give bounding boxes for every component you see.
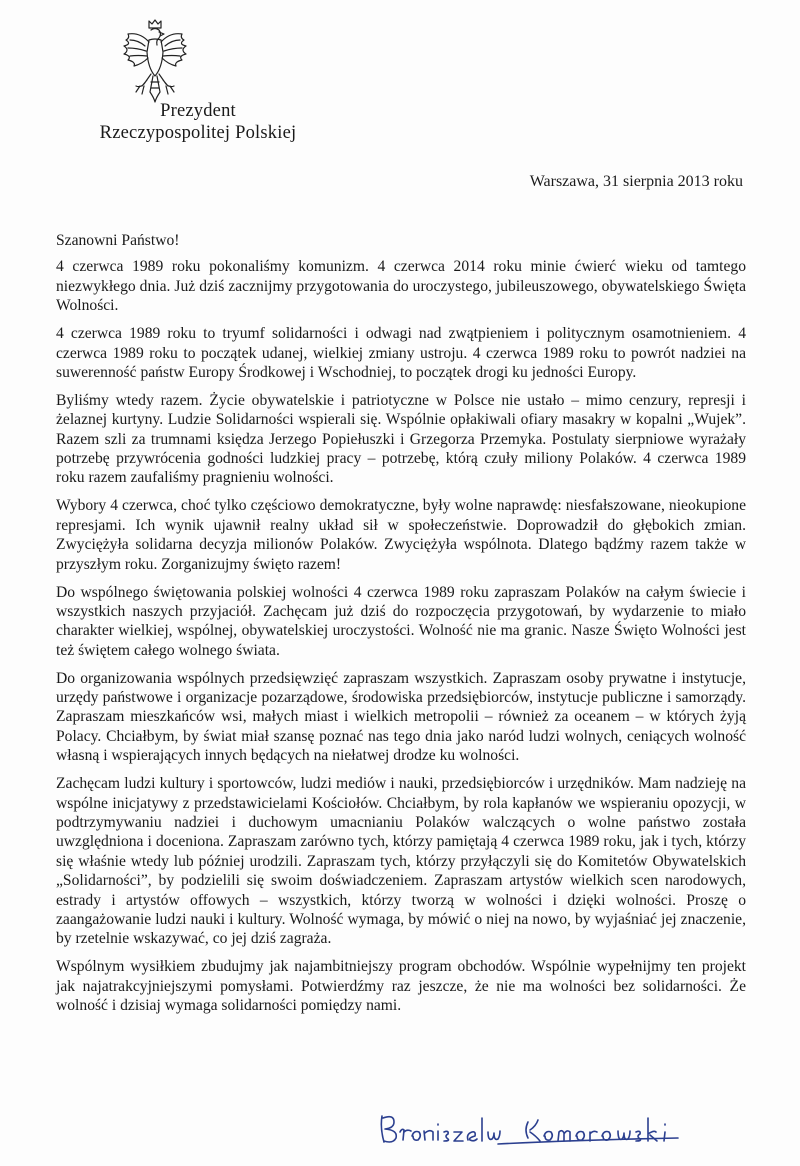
place-and-date: Warszawa, 31 sierpnia 2013 roku [529,173,743,190]
paragraph-8: Wspólnym wysiłkiem zbudujmy jak najambitniejszy program obchodów. Wspólnie wypełnijmy ten projekt jak najatrakcyjniejszymi pomysłami. Potwierdźmy raz jeszcze, że nie ma wolności bez solidarności. Że wolność i dzisiaj wymaga solidarności pomiędzy nami. [56,958,746,1015]
office-title-line-2: Rzeczypospolitej Polskiej [99,123,297,143]
letter-body [56,231,746,1024]
paragraph-5: Do wspólnego świętowania polskiej wolności 4 czerwca 1989 roku zapraszam Polaków na całym świecie i wszystkich naszych przyjaciół. Zachęcam już dziś do rozpoczęcia przygotowań, by wydarzenie to miało charakter wielkiej, wspólnej, obywatelskiej uroczystości. Wolność nie ma granic. Nasze Święto Wolności jest też świętem całego wolnego świata. [56,583,746,659]
paragraph-6: Do organizowania wspólnych przedsięwzięć zapraszam wszystkich. Zapraszam osoby prywatne i instytucje, urzędy państwowe i organizacje pozarządowe, środowiska przedsiębiorców, instytucje publiczne i samorządy. Zapraszam mieszkańców wsi, małych miast i wielkich metropolii – również za oceanem – w których żyją Polacy. Chciałbym, by świat miał szansę poznać nas tego dnia jako naród ludzi wolnych, ceniących wolność własną i wspierających innych będących na niełatwej drodze ku wolności. [56,669,746,765]
paragraph-4: Wybory 4 czerwca, choć tylko częściowo demokratyczne, były wolne naprawdę: niesfałszowane, nieokupione represjami. Ich wynik ujawnił realny układ sił w społeczeństwie. Doprowadził do głębokich zmian. Zwyciężyła solidarna decyzja milionów Polaków. Zwyciężyła wspólnota. Dlatego bądźmy razem także w przyszłym roku. Zorganizujmy święto razem! [56,497,746,573]
paragraph-3: Byliśmy wtedy razem. Życie obywatelskie i patriotyczne w Polsce nie ustało – mimo cenzury, represji i żelaznej kurtyny. Ludzie Solidarności wspierali się. Wspólnie opłakiwali ofiary masakry w kopalni „Wujek”. Razem szli za trumnami księdza Jerzego Popiełuszki i Grzegorza Przemyka. Postulaty sierpniowe wyrażały potrzebę przywrócenia godności ludzkiej pracy – potrzebę, którą czuły miliony Polaków. 4 czerwca 1989 roku razem zaufaliśmy pragnieniu wolności. [56,391,746,487]
polish-eagle-emblem-icon [118,18,192,104]
paragraph-7: Zachęcam ludzi kultury i sportowców, ludzi mediów i nauki, przedsiębiorców i urzędników. Mam nadzieję na wspólne inicjatywy z przedstawicielami Kościołów. Chciałbym, by rola kapłanów we wspieraniu opozycji, w podtrzymywaniu nadziei i duchowym umacnianiu Polaków walczących o wolne państwo została uwzględniona i doceniona. Zapraszam zarówno tych, którzy pamiętają 4 czerwca 1989 roku, jak i tych, którzy się właśnie wtedy lub później urodzili. Zapraszam tych, którzy przyłączyli się do Komitetów Obywatelskich „Solidarności”, by podzielili się swoim doświadczeniem. Zapraszam artystów wielkich scen narodowych, estrady i artystów offowych – wszystkich, którzy tworzą w wolności i dzięki wolności. Proszę o zaangażowanie ludzi nauki i kultury. Wolność wymaga, by mówić o niej na nowo, by wyjaśniać jej znaczenie, by rzetelnie wskazywać, co jej dziś zagraża. [56,775,746,948]
office-title-line-1: Prezydent [160,101,236,121]
paragraph-1: 4 czerwca 1989 roku pokonaliśmy komunizm. 4 czerwca 2014 roku minie ćwierć wieku od tamtego niezwykłego dnia. Już dziś zacznijmy przygotowania do uroczystego, jubileuszowego, obywatelskiego Święta Wolności. [56,258,746,315]
handwritten-signature-icon [378,1108,740,1148]
paragraph-2: 4 czerwca 1989 roku to tryumf solidarności i odwagi nad zwątpieniem i politycznym osamotnieniem. 4 czerwca 1989 roku to początek udanej, wielkiej zmiany ustroju. 4 czerwca 1989 roku to powrót nadziei na suwerenność państw Europy Środkowej i Wschodniej, to początek drogi ku jedności Europy. [56,325,746,381]
issuing-office [68,100,328,144]
salutation: Szanowni Państwo! [56,232,180,249]
